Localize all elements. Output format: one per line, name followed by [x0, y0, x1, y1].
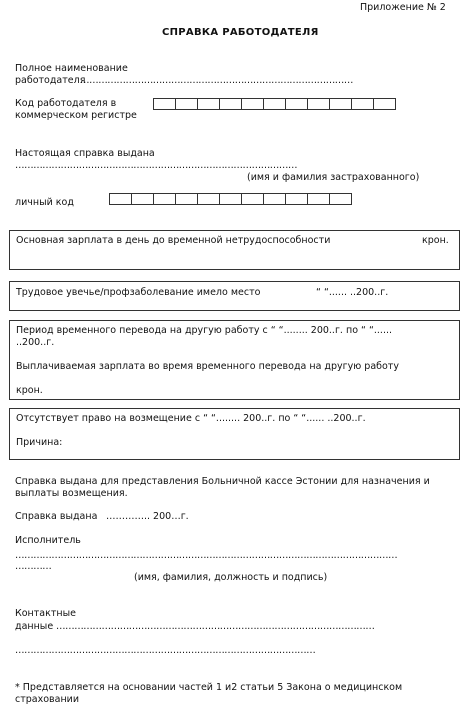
footnote-text: * Представляется на основании частей 1 и2 статьи 5 Закона о медицинском страховании	[15, 682, 403, 705]
code-cell[interactable]	[197, 193, 220, 205]
code-cell[interactable]	[329, 193, 352, 205]
executor-caption: (имя, фамилия, должность и подпись)	[134, 572, 328, 583]
code-cell[interactable]	[307, 193, 330, 205]
code-cell[interactable]	[175, 98, 198, 110]
injury-date[interactable]: “ “...... ..200..г.	[316, 287, 389, 298]
issued-to-label: Настоящая справка выдана	[15, 148, 155, 159]
code-cell[interactable]	[263, 98, 286, 110]
contacts-label: Контактные	[15, 608, 76, 619]
code-cell[interactable]	[153, 193, 176, 205]
employer-code-label-2: коммерческом регистре	[15, 110, 137, 121]
executor-field-2[interactable]: …………	[15, 561, 52, 572]
employer-code-field[interactable]	[154, 98, 396, 110]
issued-date-field[interactable]: ………….. 200…г.	[106, 511, 189, 522]
code-cell[interactable]	[373, 98, 396, 110]
reason-label: Причина:	[16, 437, 63, 448]
personal-code-field[interactable]	[110, 193, 352, 205]
code-cell[interactable]	[131, 193, 154, 205]
appendix-label: Приложение № 2	[360, 2, 446, 13]
transfer-box	[9, 320, 460, 400]
code-cell[interactable]	[351, 98, 374, 110]
code-cell[interactable]	[219, 193, 242, 205]
code-cell[interactable]	[109, 193, 132, 205]
document-title: СПРАВКА РАБОТОДАТЕЛЯ	[162, 27, 319, 38]
code-cell[interactable]	[153, 98, 176, 110]
issued-date-label: Справка выдана	[15, 511, 98, 522]
purpose-text: Справка выдана для представления Больничной кассе Эстонии для назначения и выплаты возмещения.	[15, 476, 430, 499]
no-right-box	[9, 408, 460, 460]
contacts-label-2: данные	[15, 621, 54, 632]
salary-text: Основная зарплата в день до временной нетрудоспособности	[16, 235, 331, 246]
transfer-currency: крон.	[16, 385, 43, 396]
code-cell[interactable]	[329, 98, 352, 110]
insured-name-caption: (имя и фамилия застрахованного)	[247, 172, 420, 183]
code-cell[interactable]	[219, 98, 242, 110]
contacts-field[interactable]: ……………………………………………………………………………………………	[56, 621, 375, 632]
code-cell[interactable]	[285, 98, 308, 110]
code-cell[interactable]	[285, 193, 308, 205]
code-cell[interactable]	[307, 98, 330, 110]
insured-name-field[interactable]: …………………………………………………………………………………	[15, 160, 298, 171]
transfer-period-line-2[interactable]: ..200..г.	[16, 337, 55, 348]
employer-name-label: Полное наименование	[15, 63, 128, 74]
injury-box	[9, 281, 460, 311]
transfer-period-line[interactable]: Период временного перевода на другую работу с “ “........ 200..г. по “ “......	[16, 325, 393, 336]
salary-currency: крон.	[422, 235, 449, 246]
code-cell[interactable]	[263, 193, 286, 205]
code-cell[interactable]	[241, 98, 264, 110]
transfer-paid-line: Выплачиваемая зарплата во время временного перевода на другую работу	[16, 361, 399, 372]
executor-label: Исполнитель	[15, 535, 81, 546]
no-right-text[interactable]: Отсутствует право на возмещение с “ “........ 200..г. по “ “...... ..200..г.	[16, 413, 366, 424]
code-cell[interactable]	[175, 193, 198, 205]
code-cell[interactable]	[197, 98, 220, 110]
employer-name-field[interactable]: ………………………………………………………………………………	[80, 75, 354, 86]
salary-box	[9, 230, 460, 270]
employer-code-label: Код работодателя в	[15, 98, 117, 109]
contacts-field-2[interactable]: ………………………………………………………………………………………	[15, 645, 316, 656]
injury-text: Трудовое увечье/профзаболевание имело место	[16, 287, 261, 298]
executor-field[interactable]: ………………………………………………………………………………………………………………	[15, 550, 398, 561]
code-cell[interactable]	[241, 193, 264, 205]
personal-code-label: личный код	[15, 197, 74, 208]
employer-name-label-2: работодателя	[15, 75, 86, 86]
